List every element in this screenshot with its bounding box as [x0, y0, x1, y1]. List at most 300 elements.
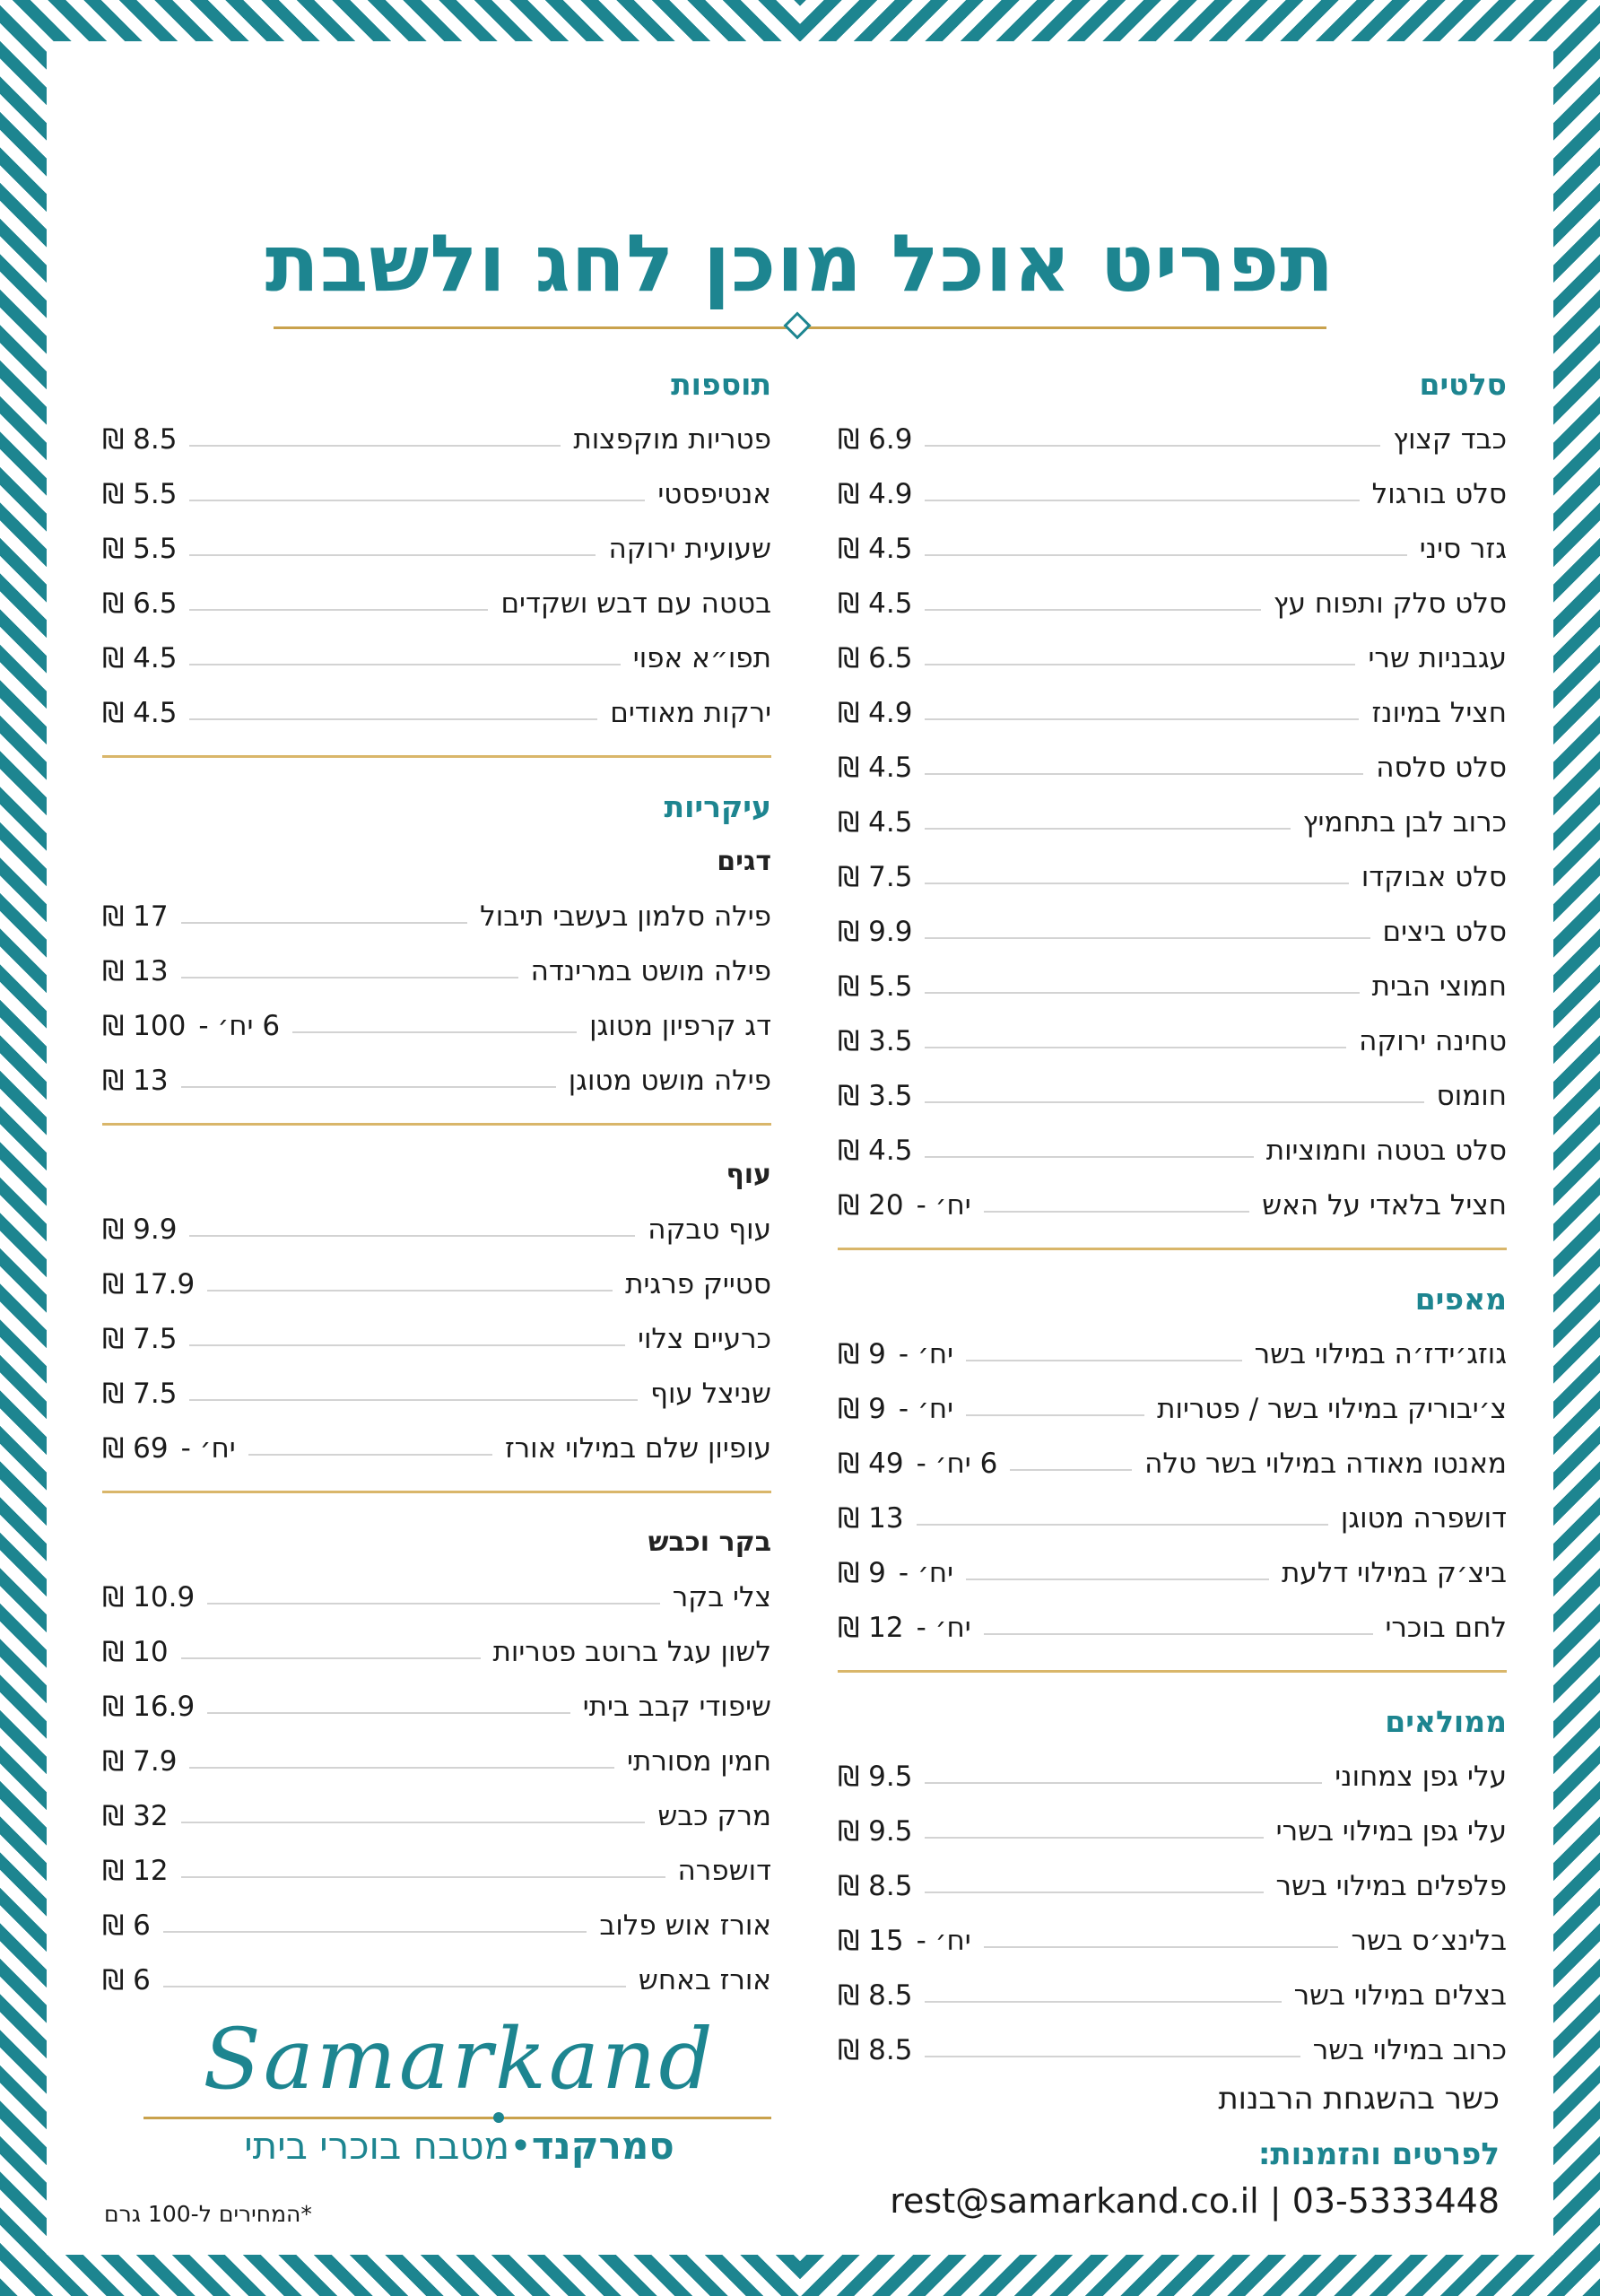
price-value: 9.5 — [868, 1814, 913, 1848]
leader-line — [925, 992, 1359, 994]
shekel-icon: ₪ — [838, 1079, 860, 1112]
details-label: לפרטים והזמנות: — [1257, 2136, 1500, 2172]
logo-brand: סמרקנד — [531, 2124, 674, 2168]
menu-item — [102, 412, 771, 466]
leader-line — [925, 609, 1260, 611]
price-value: 6.5 — [133, 587, 178, 620]
price-value: 7.5 — [133, 1377, 178, 1410]
menu-item-price — [102, 1268, 195, 1300]
leader-line — [925, 1782, 1322, 1784]
menu-item-name: סטייק פרגית — [625, 1267, 771, 1300]
menu-item-unit: יח׳ - — [898, 1337, 954, 1370]
menu-item — [838, 521, 1507, 576]
menu-item-name: בטטה עם דבש ושקדים — [500, 587, 771, 620]
price-value: 5.5 — [868, 970, 913, 1003]
leader-line — [966, 1360, 1242, 1361]
menu-item-price — [838, 1557, 886, 1589]
shekel-icon: ₪ — [838, 1611, 860, 1644]
leader-line — [984, 1633, 1373, 1635]
chicken-list — [102, 1202, 771, 1475]
leader-line — [189, 445, 561, 447]
price-value: 9.9 — [133, 1213, 178, 1246]
price-value: 9 — [868, 1392, 886, 1425]
price-value: 49 — [868, 1447, 904, 1480]
menu-item-name: סלט סלסה — [1376, 751, 1507, 784]
menu-item — [838, 1545, 1507, 1600]
section-title-sides: תוספות — [671, 367, 771, 402]
menu-item-name: סלט אבוקדו — [1361, 860, 1507, 893]
menu-item-price — [102, 1378, 177, 1410]
menu-item-price — [838, 806, 912, 839]
menu-item — [838, 1326, 1507, 1381]
menu-item-price — [838, 1393, 886, 1425]
shekel-icon: ₪ — [102, 1431, 125, 1465]
menu-item-name: סלט בורגול — [1371, 477, 1507, 510]
leader-line — [917, 1524, 1328, 1526]
shekel-icon: ₪ — [102, 477, 125, 510]
shekel-icon: ₪ — [102, 1963, 125, 1996]
menu-item-price — [838, 533, 912, 565]
menu-item — [102, 1843, 771, 1898]
salads-list — [838, 412, 1507, 1232]
email-link[interactable]: rest@samarkand.co.il — [890, 2181, 1259, 2221]
leader-line — [966, 1578, 1269, 1580]
shekel-icon: ₪ — [838, 2033, 860, 2066]
price-value: 13 — [133, 954, 169, 987]
menu-item-price — [838, 1338, 886, 1370]
leader-line — [292, 1031, 577, 1033]
menu-item-price — [838, 478, 912, 510]
leader-line — [163, 1986, 626, 1987]
shekel-icon: ₪ — [838, 751, 860, 784]
menu-item-price — [838, 1189, 904, 1222]
leader-line — [925, 937, 1370, 939]
menu-item — [838, 849, 1507, 904]
leader-line — [181, 977, 518, 978]
shekel-icon: ₪ — [838, 1337, 860, 1370]
price-value: 17 — [133, 900, 169, 933]
menu-item — [838, 1436, 1507, 1491]
diamond-ornament-icon — [783, 311, 811, 339]
menu-item — [838, 1381, 1507, 1436]
sides-list — [102, 412, 771, 740]
leader-line — [189, 664, 620, 665]
leader-line — [925, 2001, 1281, 2003]
leader-line — [925, 500, 1359, 501]
shekel-icon: ₪ — [838, 1760, 860, 1793]
menu-item-price — [102, 533, 177, 565]
menu-item-price — [838, 642, 912, 674]
menu-item-name: תפו״א אפוי — [632, 641, 771, 674]
menu-item — [102, 998, 771, 1053]
subsection-title-fish: דגים — [717, 846, 771, 877]
menu-item — [838, 1491, 1507, 1545]
menu-item — [838, 1178, 1507, 1232]
menu-item — [838, 1968, 1507, 2022]
menu-item — [102, 1570, 771, 1624]
menu-item — [102, 1679, 771, 1734]
menu-item-name: מרק כבש — [657, 1799, 771, 1832]
menu-item — [102, 466, 771, 521]
menu-item-unit: יח׳ - — [916, 1188, 971, 1222]
menu-item-name: פלפלים במילוי בשר — [1275, 1869, 1507, 1902]
menu-item — [102, 1734, 771, 1788]
leader-line — [925, 445, 1380, 447]
menu-item-name: סלט סלק ותפוח עץ — [1273, 587, 1507, 620]
price-value: 12 — [868, 1611, 904, 1644]
menu-item-price — [102, 1010, 186, 1042]
menu-item-name: ביצ׳ק במילוי דלעת — [1281, 1556, 1507, 1589]
menu-column-right — [838, 357, 1507, 2077]
phone-link[interactable]: 03-5333448 — [1291, 2181, 1500, 2221]
menu-item-name: שניצל עוף — [650, 1377, 771, 1410]
shekel-icon: ₪ — [102, 641, 125, 674]
shekel-icon: ₪ — [102, 1744, 125, 1778]
logo-script-text: Samarkand — [203, 2011, 716, 2109]
section-title-stuffed: ממולאים — [1385, 1704, 1507, 1739]
contact-line — [890, 2181, 1500, 2221]
menu-item-price — [102, 1800, 169, 1832]
menu-item — [102, 944, 771, 998]
shekel-icon: ₪ — [102, 422, 125, 456]
menu-item-name: שיפודי קבב ביתי — [582, 1690, 771, 1723]
shekel-icon: ₪ — [102, 1213, 125, 1246]
price-value: 7.9 — [133, 1744, 178, 1778]
leader-line — [181, 1086, 556, 1088]
price-value: 4.5 — [868, 751, 913, 784]
menu-item — [102, 1053, 771, 1108]
shekel-icon: ₪ — [102, 1799, 125, 1832]
menu-item — [102, 1202, 771, 1257]
menu-item-name: כבד קצוץ — [1393, 422, 1507, 456]
menu-item — [838, 2022, 1507, 2077]
menu-item — [838, 1013, 1507, 1068]
section-divider — [102, 1491, 771, 1493]
menu-item-price — [838, 423, 912, 456]
menu-item-price — [838, 970, 912, 1003]
menu-item — [838, 466, 1507, 521]
leader-line — [925, 2056, 1300, 2057]
menu-item-name: אנטיפסטי — [657, 477, 771, 510]
menu-item-price — [102, 1964, 151, 1996]
menu-item — [838, 740, 1507, 795]
section-divider — [102, 755, 771, 758]
menu-item-name: חמוצי הבית — [1371, 970, 1507, 1003]
leader-line — [207, 1603, 660, 1605]
price-value: 12 — [133, 1854, 169, 1887]
section-title-mains: עיקריות — [664, 789, 771, 824]
menu-item-price — [838, 2034, 912, 2066]
menu-item — [102, 1257, 771, 1311]
shekel-icon: ₪ — [838, 1392, 860, 1425]
price-value: 8.5 — [133, 422, 178, 456]
menu-item-price — [102, 1691, 195, 1723]
logo-bullet: • — [509, 2124, 532, 2168]
menu-item — [838, 795, 1507, 849]
shekel-icon: ₪ — [102, 532, 125, 565]
menu-item-name: סלט ביצים — [1382, 915, 1507, 948]
menu-item — [102, 1898, 771, 1952]
menu-item — [838, 1913, 1507, 1968]
price-value: 4.5 — [868, 1134, 913, 1167]
kosher-note: כשר בהשגחת הרבנות — [1218, 2081, 1500, 2117]
price-value: 9 — [868, 1556, 886, 1589]
leader-line — [248, 1454, 492, 1456]
fish-list — [102, 889, 771, 1108]
leader-line — [181, 1876, 665, 1878]
menu-item-name: דושפרה — [677, 1854, 771, 1887]
shekel-icon: ₪ — [102, 1267, 125, 1300]
menu-item-name: עלי גפן צמחוני — [1335, 1760, 1507, 1793]
shekel-icon: ₪ — [838, 696, 860, 729]
price-value: 10.9 — [133, 1580, 196, 1613]
contact-separator: | — [1269, 2181, 1282, 2221]
samarkand-logo — [136, 2011, 782, 2190]
menu-item-unit: 6 יח׳ - — [916, 1447, 998, 1480]
menu-item-name: כרעיים צלוי — [638, 1322, 771, 1355]
logo-tagline: מטבח בוכרי ביתי — [244, 2124, 510, 2168]
menu-item — [102, 1311, 771, 1366]
leader-line — [925, 554, 1406, 556]
menu-item — [102, 1952, 771, 2007]
menu-item — [102, 1366, 771, 1421]
menu-item-price — [838, 1025, 912, 1057]
menu-item-price — [838, 1448, 904, 1480]
menu-item-name: עופיון שלם במילוי אורז — [504, 1431, 771, 1465]
section-divider — [838, 1248, 1507, 1250]
menu-item — [838, 685, 1507, 740]
menu-item-price — [102, 1909, 151, 1942]
menu-item-price — [838, 697, 912, 729]
menu-item-unit: יח׳ - — [916, 1924, 971, 1957]
leader-line — [925, 828, 1290, 830]
price-value: 20 — [868, 1188, 904, 1222]
shekel-icon: ₪ — [838, 587, 860, 620]
menu-item — [102, 889, 771, 944]
price-value: 4.9 — [868, 696, 913, 729]
menu-item-price — [838, 1815, 912, 1848]
menu-item-price — [838, 1870, 912, 1902]
menu-item-name: לחם בוכרי — [1385, 1611, 1507, 1644]
menu-item-name: בצלים במילוי בשר — [1293, 1979, 1507, 2012]
menu-item-price — [838, 1979, 912, 2012]
menu-item-price — [102, 697, 177, 729]
menu-item-unit: יח׳ - — [180, 1431, 236, 1465]
leader-line — [189, 1344, 625, 1346]
shekel-icon: ₪ — [838, 1134, 860, 1167]
price-value: 5.5 — [133, 477, 178, 510]
price-value: 6 — [133, 1909, 151, 1942]
menu-item — [838, 1804, 1507, 1858]
menu-item-unit: 6 יח׳ - — [198, 1009, 281, 1042]
section-title-salads: סלטים — [1419, 367, 1507, 402]
menu-item-name: צלי בקר — [672, 1580, 771, 1613]
menu-item-name: אורז באחש — [638, 1963, 771, 1996]
price-value: 100 — [133, 1009, 187, 1042]
price-value: 4.5 — [868, 587, 913, 620]
menu-item-name: עוף טבקה — [648, 1213, 771, 1246]
leader-line — [984, 1211, 1249, 1213]
price-value: 32 — [133, 1799, 169, 1832]
menu-item-name: טחינה ירוקה — [1359, 1024, 1507, 1057]
leader-line — [925, 883, 1348, 884]
leader-line — [925, 664, 1355, 665]
shekel-icon: ₪ — [102, 587, 125, 620]
menu-item-price — [838, 861, 912, 893]
logo-divider — [143, 2117, 771, 2119]
shekel-icon: ₪ — [838, 477, 860, 510]
menu-item-unit: יח׳ - — [916, 1611, 971, 1644]
price-value: 4.9 — [868, 477, 913, 510]
leader-line — [189, 1399, 638, 1401]
leader-line — [925, 773, 1363, 775]
price-value: 8.5 — [868, 1869, 913, 1902]
price-value: 13 — [868, 1501, 904, 1535]
price-value: 6.5 — [868, 641, 913, 674]
pastries-list — [838, 1326, 1507, 1655]
leader-line — [181, 1657, 481, 1659]
price-value: 9.9 — [868, 915, 913, 948]
price-value: 8.5 — [868, 1979, 913, 2012]
leader-line — [207, 1290, 613, 1292]
menu-item-name: פילה מושט מטוגן — [568, 1064, 771, 1097]
menu-item-price — [102, 1855, 169, 1887]
menu-item — [838, 1068, 1507, 1123]
menu-item-price — [838, 1135, 912, 1167]
shekel-icon: ₪ — [838, 1024, 860, 1057]
menu-item — [838, 1123, 1507, 1178]
menu-item-price — [102, 1432, 169, 1465]
menu-item — [102, 1788, 771, 1843]
leader-line — [966, 1414, 1144, 1416]
shekel-icon: ₪ — [102, 954, 125, 987]
leader-line — [925, 1047, 1346, 1048]
menu-item-price — [838, 1502, 904, 1535]
subsection-title-chicken: עוף — [726, 1159, 771, 1190]
leader-line — [207, 1712, 570, 1714]
menu-item-price — [102, 900, 169, 933]
menu-item-name: פטריות מוקפצות — [573, 422, 771, 456]
menu-item-price — [102, 642, 177, 674]
leader-line — [925, 718, 1359, 720]
menu-item-price — [838, 1612, 904, 1644]
menu-item — [838, 576, 1507, 631]
leader-line — [189, 554, 596, 556]
price-value: 3.5 — [868, 1079, 913, 1112]
shekel-icon: ₪ — [102, 1909, 125, 1942]
menu-item-name: כרוב במילוי בשר — [1312, 2033, 1507, 2066]
menu-item-name: חציל במיונז — [1371, 696, 1507, 729]
menu-item-price — [102, 955, 169, 987]
menu-item-name: חמין מסורתי — [627, 1744, 771, 1778]
menu-item-name: דג קרפיון מטוגן — [589, 1009, 771, 1042]
menu-item — [838, 904, 1507, 959]
shekel-icon: ₪ — [102, 1009, 125, 1042]
menu-item-price — [838, 916, 912, 948]
menu-item-price — [102, 1323, 177, 1355]
menu-item-price — [838, 1761, 912, 1793]
menu-item — [102, 521, 771, 576]
shekel-icon: ₪ — [102, 1690, 125, 1723]
menu-item-name: עגבניות שרי — [1368, 641, 1507, 674]
shekel-icon: ₪ — [838, 915, 860, 948]
price-value: 6 — [133, 1963, 151, 1996]
menu-item-price — [838, 752, 912, 784]
price-value: 4.5 — [133, 696, 178, 729]
menu-item — [838, 959, 1507, 1013]
menu-item-name: דושפרה מטוגן — [1340, 1501, 1507, 1535]
menu-item-name: גוזג׳ידז׳ה במילוי בשר — [1254, 1337, 1507, 1370]
leader-line — [925, 1101, 1423, 1103]
price-value: 5.5 — [133, 532, 178, 565]
shekel-icon: ₪ — [838, 1556, 860, 1589]
menu-item-name: שעועית ירוקה — [608, 532, 771, 565]
menu-item-name: סלט בטטה וחמוציות — [1265, 1134, 1507, 1167]
shekel-icon: ₪ — [102, 1580, 125, 1613]
leader-line — [925, 1837, 1263, 1839]
menu-item-name: לשון עגל ברוטב פטריות — [492, 1635, 771, 1668]
menu-item-name: חומוס — [1436, 1079, 1507, 1112]
menu-item-price — [838, 1925, 904, 1957]
menu-item-name: אורז אוש פלוב — [599, 1909, 771, 1942]
menu-item — [102, 1624, 771, 1679]
leader-line — [925, 1892, 1263, 1893]
menu-item — [102, 631, 771, 685]
leader-line — [984, 1946, 1339, 1948]
menu-item — [102, 685, 771, 740]
shekel-icon: ₪ — [838, 532, 860, 565]
menu-panel — [47, 41, 1553, 2255]
price-value: 17.9 — [133, 1267, 196, 1300]
menu-item — [102, 1421, 771, 1475]
shekel-icon: ₪ — [838, 1501, 860, 1535]
leader-line — [189, 1235, 635, 1237]
menu-item-name: גזר סיני — [1419, 532, 1507, 565]
price-value: 69 — [133, 1431, 169, 1465]
shekel-icon: ₪ — [102, 1635, 125, 1668]
menu-item-unit: יח׳ - — [898, 1392, 954, 1425]
shekel-icon: ₪ — [838, 641, 860, 674]
leader-line — [1010, 1469, 1132, 1471]
price-note: *המחירים ל-100 גרם — [104, 2201, 312, 2227]
price-value: 4.5 — [868, 805, 913, 839]
price-value: 6.9 — [868, 422, 913, 456]
price-value: 15 — [868, 1924, 904, 1957]
price-value: 4.5 — [133, 641, 178, 674]
shekel-icon: ₪ — [838, 422, 860, 456]
price-value: 16.9 — [133, 1690, 196, 1723]
menu-item-price — [102, 1745, 177, 1778]
menu-item — [102, 576, 771, 631]
shekel-icon: ₪ — [102, 696, 125, 729]
menu-item — [838, 631, 1507, 685]
shekel-icon: ₪ — [102, 1377, 125, 1410]
leader-line — [181, 1822, 646, 1823]
menu-item — [838, 1749, 1507, 1804]
price-value: 10 — [133, 1635, 169, 1668]
menu-item-name: בלינצ׳ס בשר — [1351, 1924, 1507, 1957]
price-value: 7.5 — [133, 1322, 178, 1355]
shekel-icon: ₪ — [838, 970, 860, 1003]
shekel-icon: ₪ — [838, 1869, 860, 1902]
menu-item-name: ירקות מאודים — [610, 696, 771, 729]
leader-line — [181, 922, 468, 924]
menu-item-name: חציל בלאדי על האש — [1262, 1188, 1507, 1222]
menu-item-name: פילה מושט במרינדה — [530, 954, 771, 987]
menu-item-name: כרוב לבן בתחמיץ — [1302, 805, 1507, 839]
price-value: 13 — [133, 1064, 169, 1097]
leader-line — [189, 1767, 614, 1769]
